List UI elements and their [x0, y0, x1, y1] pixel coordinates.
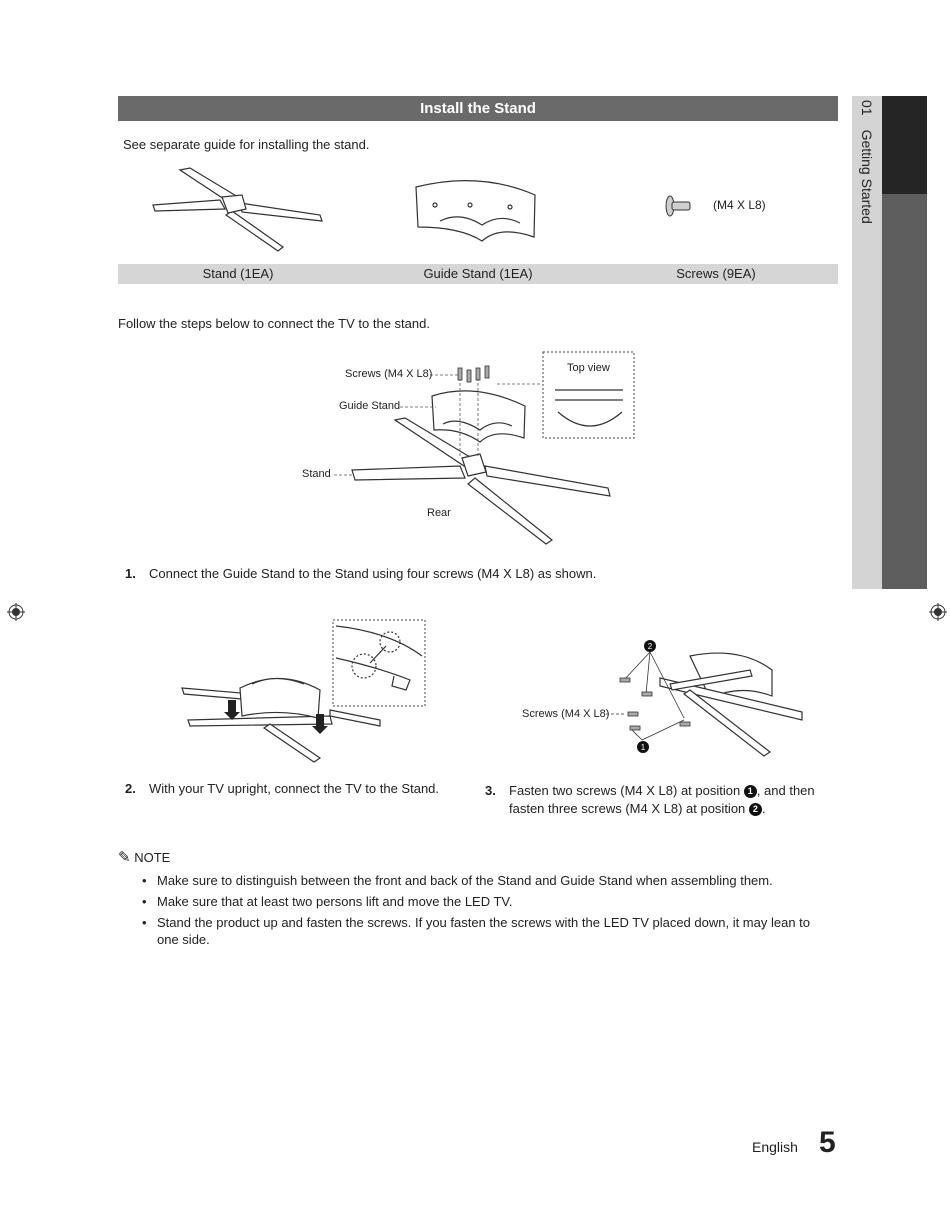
step-1	[125, 565, 825, 583]
diagram-label-stand: Stand	[302, 468, 331, 480]
step-3	[485, 782, 825, 818]
diagram-label-top-view: Top view	[567, 362, 610, 374]
diagram-label-rear: Rear	[427, 507, 451, 519]
note-heading	[118, 848, 170, 866]
registration-mark-icon	[7, 603, 25, 621]
step-number: 1.	[125, 566, 136, 581]
diagram-label-guide-stand: Guide Stand	[339, 400, 401, 412]
step-number: 3.	[485, 783, 496, 798]
step-2	[125, 780, 465, 798]
guide-stand-illustration	[410, 175, 545, 245]
step-number: 2.	[125, 781, 136, 796]
screw-icon	[664, 192, 694, 220]
part-label-screws: Screws (9EA)	[676, 266, 756, 281]
note-item: • Make sure to distinguish between the front and back of the Stand and Guide Stand when assembling them.	[142, 872, 832, 889]
screw-positions-diagram	[520, 628, 810, 758]
diagram-label-screws-positions: Screws (M4 X L8)	[522, 708, 610, 720]
note-list	[142, 872, 832, 952]
footer-language: English	[752, 1139, 798, 1155]
marker-1-icon: 1	[744, 785, 757, 798]
note-item: • Stand the product up and fasten the screws. If you fasten the screws with the LED TV placed down, it may lean to one side.	[142, 914, 832, 948]
note-title: NOTE	[134, 850, 171, 865]
tv-mount-diagram	[180, 618, 430, 768]
follow-text: Follow the steps below to connect the TV to the stand.	[118, 316, 430, 331]
step-text: Connect the Guide Stand to the Stand using four screws (M4 X L8) as shown.	[149, 566, 597, 581]
parts-label-bar	[118, 264, 838, 284]
marker-2-label: 2	[647, 642, 653, 651]
registration-mark-icon	[929, 603, 947, 621]
step-text: Fasten two screws (M4 X L8) at position 1 , and then fasten three screws (M4 X L8) at position 2 .	[509, 783, 815, 816]
diagram-label-screws: Screws (M4 X L8)	[345, 368, 433, 380]
part-label-guide-stand: Guide Stand (1EA)	[423, 266, 533, 281]
step-text: With your TV upright, connect the TV to the Stand.	[149, 781, 440, 796]
side-tab-mid	[882, 194, 927, 589]
stand-illustration	[150, 165, 330, 255]
screw-callout: (M4 X L8)	[713, 198, 766, 212]
chapter-tab-label: 01Getting Started	[859, 100, 875, 224]
page-number: 5	[819, 1126, 836, 1159]
intro-text: See separate guide for installing the stand.	[123, 137, 370, 152]
marker-2-icon: 2	[749, 803, 762, 816]
side-tab-dark	[882, 96, 927, 194]
section-title: Install the Stand	[118, 96, 838, 121]
pencil-icon: ✎	[118, 849, 131, 866]
assembly-diagram	[290, 348, 650, 548]
marker-1-label: 1	[640, 743, 646, 752]
note-item: • Make sure that at least two persons lift and move the LED TV.	[142, 893, 832, 910]
part-label-stand: Stand (1EA)	[202, 266, 274, 281]
